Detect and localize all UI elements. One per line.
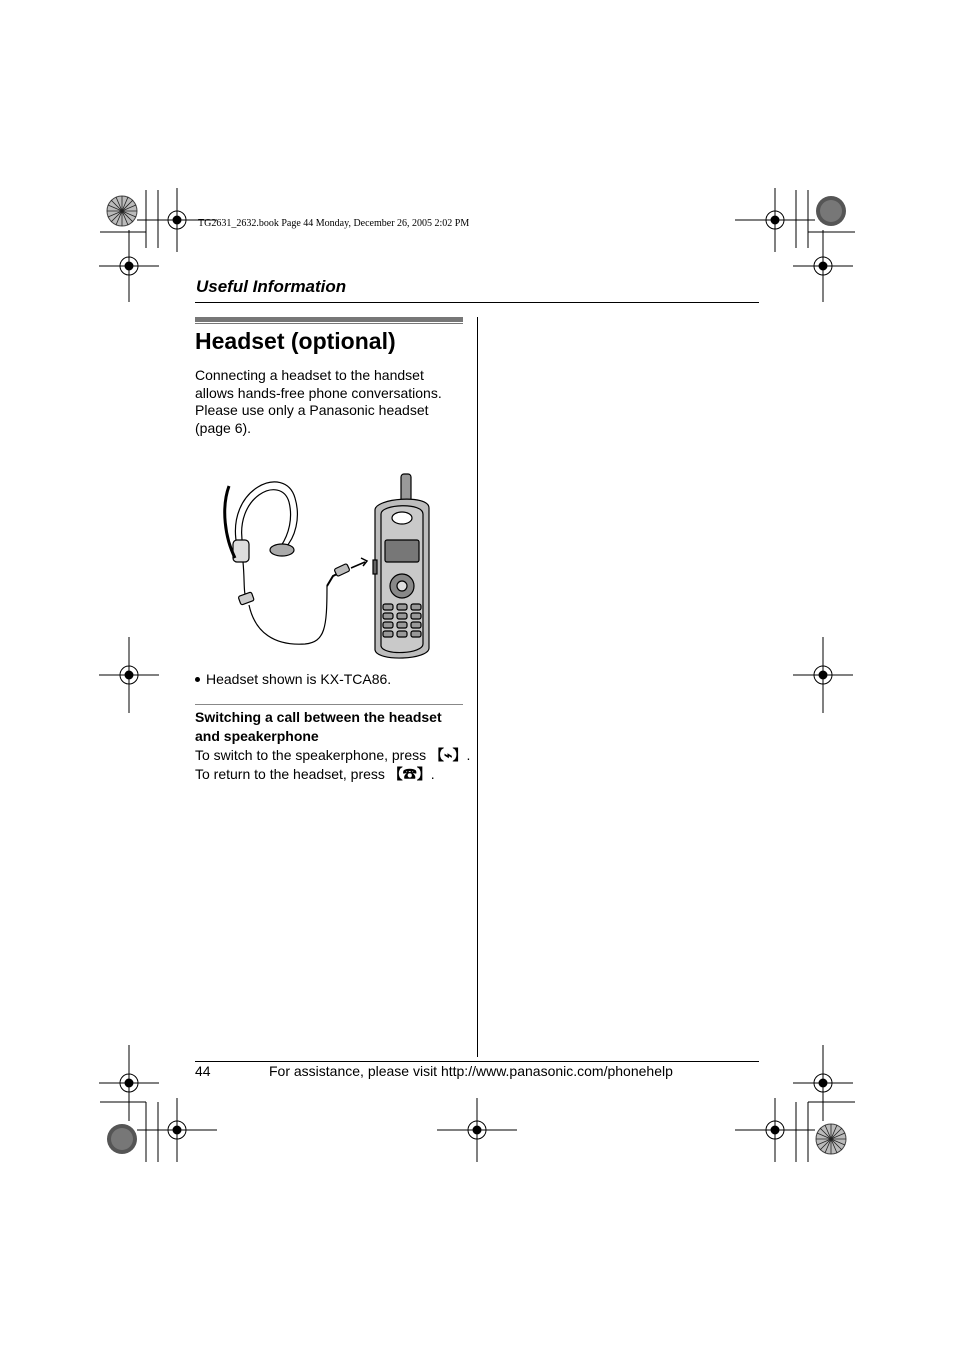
subheading-line: and speakerphone [195, 728, 319, 744]
intro-paragraph [195, 367, 460, 437]
section-title: Useful Information [196, 277, 347, 296]
page-heading: Headset (optional) [195, 328, 396, 354]
heading-bar-thin [195, 323, 463, 324]
instruction-text: To return to the headset, press [195, 765, 389, 782]
instruction-punct: . [466, 747, 471, 763]
instruction-headset [195, 765, 470, 784]
subsection-rule [195, 704, 463, 705]
speakerphone-key-icon: 【⌁】 [430, 747, 467, 763]
intro-line: allows hands-free phone conversations. [195, 384, 442, 401]
book-info: TG2631_2632.book Page 44 Monday, December 26, 2005 2:02 PM [198, 218, 470, 229]
intro-line: Please use only a Panasonic headset [195, 402, 429, 419]
subsection-heading [195, 708, 463, 746]
instruction-text: To switch to the speakerphone, press [195, 747, 431, 763]
header-rule [195, 302, 759, 303]
talk-key-icon: 【☎】 [388, 765, 431, 782]
instructions [195, 746, 470, 783]
headset-handset-illustration [215, 468, 445, 666]
bullet-icon [195, 677, 200, 682]
intro-line: Connecting a headset to the handset [195, 367, 424, 383]
note-text: Headset shown is KX-TCA86. [206, 671, 392, 687]
intro-line: (page 6). [195, 419, 252, 436]
instruction-punct: . [430, 765, 435, 782]
headset-model-note [195, 671, 391, 687]
footer-assistance-text: For assistance, please visit http://www.panasonic.com/phonehelp [269, 1063, 673, 1079]
instruction-speakerphone [195, 746, 470, 765]
subheading-line: Switching a call between the headset [195, 709, 442, 725]
page-number: 44 [195, 1063, 211, 1079]
heading-bar [195, 317, 463, 322]
column-divider [477, 317, 478, 1057]
footer-rule [195, 1061, 759, 1062]
